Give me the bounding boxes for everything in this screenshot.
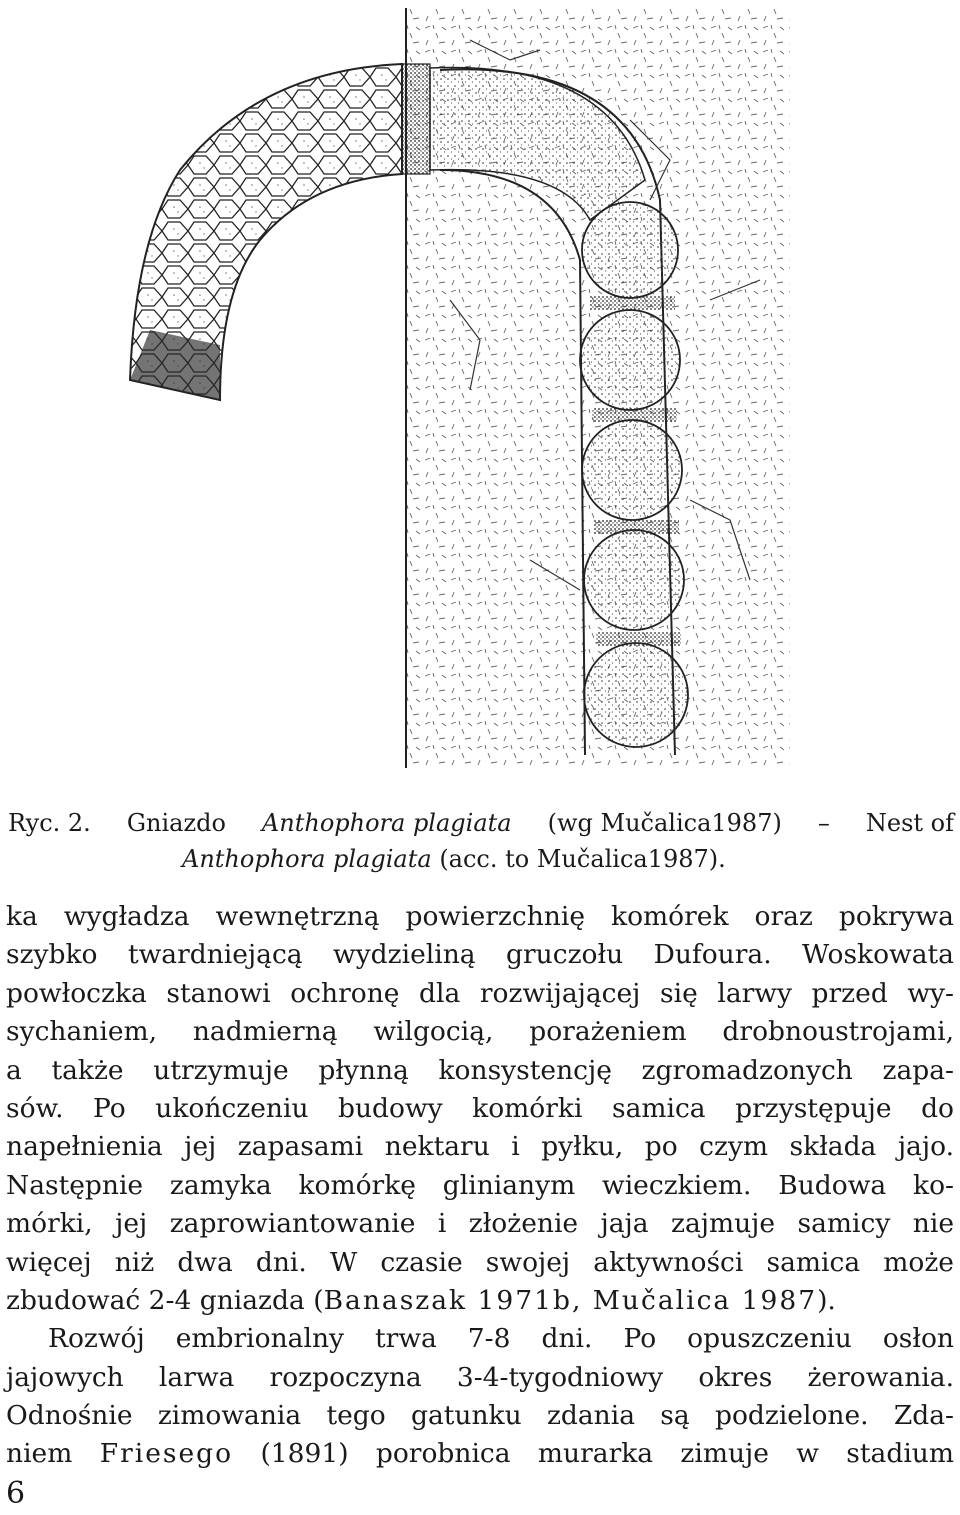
caption-text-a: Gniazdo bbox=[126, 809, 226, 837]
text-line: sychaniem, nadmierną wilgocią, porażeniem drobnoustrojami, bbox=[6, 1016, 954, 1048]
nest-illustration bbox=[110, 0, 790, 790]
text-line: sów. Po ukończeniu budowy komórki samica przystępuje do bbox=[6, 1092, 954, 1124]
text-line: powłoczka stanowi ochronę dla rozwijającej się larwy przed wy- bbox=[6, 977, 954, 1009]
caption-text-c: Nest of bbox=[865, 809, 954, 837]
text-line-part: (1891) porobnica murarka zimuje w stadium bbox=[233, 1438, 954, 1470]
text-line: szybko twardniejącą wydzieliną gruczołu Dufoura. Woskowata bbox=[6, 939, 954, 971]
text-line: jajowych larwa rozpoczyna 3-4-tygodniowy okres żerowania. bbox=[6, 1361, 954, 1393]
text-line-part: niem bbox=[6, 1438, 100, 1470]
caption-species-2: Anthophora plagiata bbox=[182, 845, 432, 873]
text-line: napełnienia jej zapasami nektaru i pyłku, po czym składa jajo. bbox=[6, 1131, 954, 1163]
page-number: 6 bbox=[6, 1476, 26, 1511]
text-line-part: zbudować 2-4 gniazda ( bbox=[6, 1284, 324, 1316]
text-line: a także utrzymuje płynną konsystencję zgromadzonych zapa- bbox=[6, 1054, 954, 1086]
text-line: mórki, jej zaprowiantowanie i złożenie jaja zajmuje samicy nie bbox=[6, 1208, 954, 1240]
text-line-part: ). bbox=[817, 1284, 836, 1316]
caption-prefix: Ryc. 2. bbox=[8, 809, 91, 837]
text-line bbox=[6, 1435, 954, 1473]
figure-caption bbox=[8, 805, 954, 877]
caption-dash: – bbox=[817, 809, 830, 837]
text-line bbox=[6, 1282, 954, 1320]
caption-line-1 bbox=[8, 805, 954, 841]
citation: Banaszak 1971b, Mučalica 1987 bbox=[323, 1284, 818, 1316]
caption-text-d: (acc. to Mučalica1987). bbox=[439, 845, 726, 873]
caption-line-2 bbox=[8, 841, 954, 877]
body-text bbox=[6, 898, 954, 1474]
caption-species: Anthophora plagiata bbox=[261, 809, 512, 837]
text-line: Odnośnie zimowania tego gatunku zdania są podzielone. Zda- bbox=[6, 1400, 954, 1432]
text-line: Następnie zamyka komórkę glinianym wieczkiem. Budowa ko- bbox=[6, 1169, 954, 1201]
paragraph-start: Rozwój embrionalny trwa 7-8 dni. Po opuszczeniu osłon bbox=[48, 1323, 954, 1355]
text-line: ka wygładza wewnętrzną powierzchnię komórek oraz pokrywa bbox=[6, 901, 954, 932]
caption-text-b: (wg Mučalica1987) bbox=[547, 809, 782, 837]
author-name: Friesego bbox=[99, 1438, 234, 1470]
text-line: więcej niż dwa dni. W czasie swojej aktywności samica może bbox=[6, 1246, 954, 1278]
